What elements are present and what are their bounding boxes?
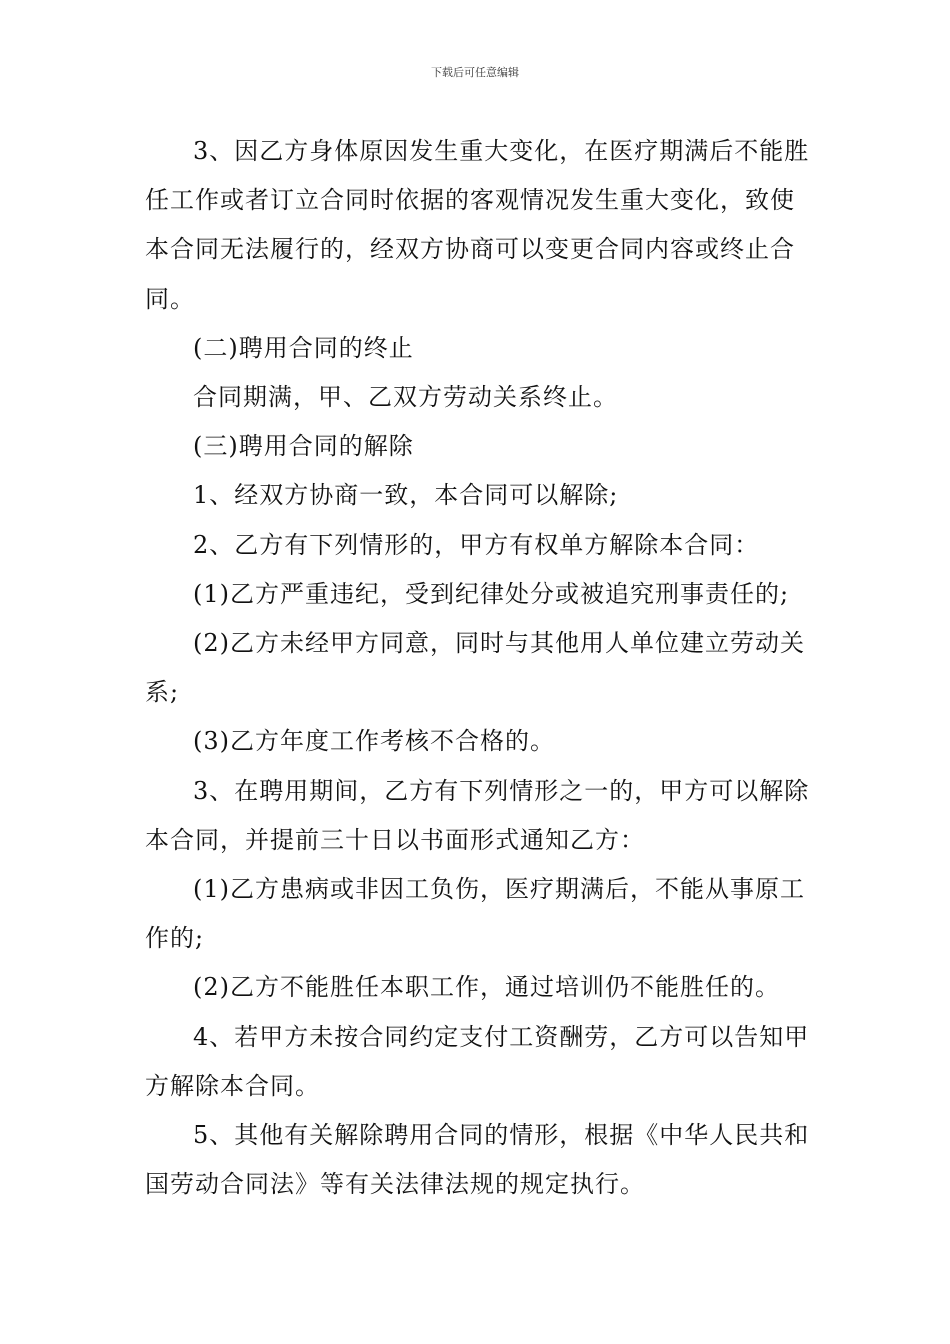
clause-3-change: 3、因乙方身体原因发生重大变化，在医疗期满后不能胜任工作或者订立合同时依据的客观情况发生重大变化，致使本合同无法履行的，经双方协商可以变更合同内容或终止合同。 — [145, 137, 810, 313]
rescission-item-2: 2、乙方有下列情形的，甲方有权单方解除本合同： — [193, 530, 760, 559]
termination-text: 合同期满，甲、乙双方劳动关系终止。 — [193, 383, 618, 412]
section-rescission-heading: (三)聘用合同的解除 — [193, 432, 414, 461]
page-header-note: 下载后可任意编辑 — [431, 66, 519, 79]
section-termination-heading: (二)聘用合同的终止 — [193, 333, 414, 362]
rescission-item-3-sub-2: (2)乙方不能胜任本职工作，通过培训仍不能胜任的。 — [193, 973, 780, 1002]
document-body — [145, 127, 810, 1209]
rescission-item-3: 3、在聘用期间，乙方有下列情形之一的，甲方可以解除本合同，并提前三十日以书面形式通知乙方： — [145, 776, 810, 854]
rescission-item-4: 4、若甲方未按合同约定支付工资酬劳，乙方可以告知甲方解除本合同。 — [145, 1022, 810, 1100]
rescission-item-5: 5、其他有关解除聘用合同的情形，根据《中华人民共和国劳动合同法》等有关法律法规的规定执行。 — [145, 1121, 810, 1199]
rescission-item-3-sub-1: (1)乙方患病或非因工负伤，医疗期满后，不能从事原工作的; — [145, 875, 805, 953]
rescission-item-2-sub-3: (3)乙方年度工作考核不合格的。 — [193, 727, 555, 756]
rescission-item-1: 1、经双方协商一致，本合同可以解除; — [193, 481, 619, 510]
rescission-item-2-sub-2: (2)乙方未经甲方同意，同时与其他用人单位建立劳动关系; — [145, 629, 805, 707]
rescission-item-2-sub-1: (1)乙方严重违纪，受到纪律处分或被追究刑事责任的; — [193, 579, 790, 608]
